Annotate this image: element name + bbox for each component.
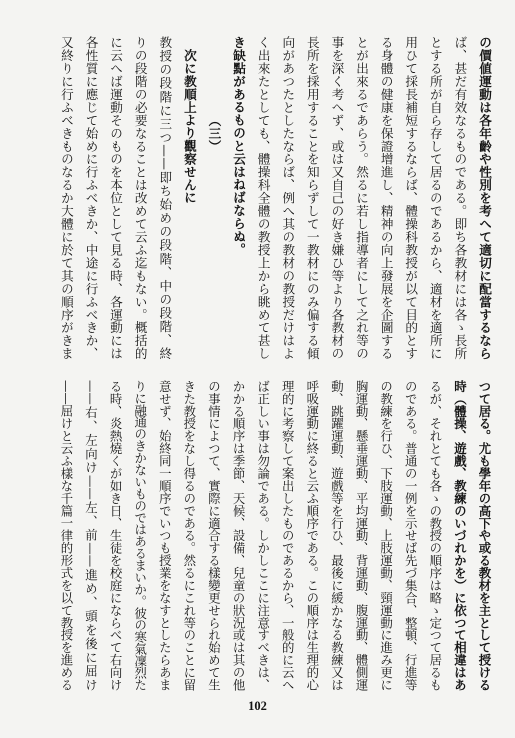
text-column: るが、それとても各ゝの教授の順序は略ゝ定つて居るも xyxy=(427,380,443,691)
text-column: 次に教順上より觀察せんに xyxy=(181,49,197,205)
text-column: 又終りに行ふべきものなるか大體に於て其の順序がきま xyxy=(58,36,74,360)
text-column: きた教授をなし得るのである。然るにこれ等のことに留 xyxy=(181,380,197,691)
text-column: 呼吸運動に終ると云ふ順序である。この順序は生理的心 xyxy=(304,380,320,691)
text-column: 動、跳躍運動、遊戲等を行ひ、最後に緩かなる教練又は xyxy=(329,380,345,691)
text-column: かかる順序は季節、天候、設備、兒童の狀況或は其の他 xyxy=(231,380,247,691)
text-column: 教授の段階に三つ——即ち始めの段階、中の段階、終 xyxy=(157,36,173,360)
text-column: る身體の健康を保證增進し、精神の向上發展を企圖する xyxy=(378,36,394,360)
text-column: く出來たとしても、體操科全體の教授上から眺めて甚し xyxy=(255,36,271,360)
text-column: とが出來るであらう。然るに若し指導者にして之れ等の xyxy=(354,36,370,360)
text-column: ば正しい事は勿論である。しかしここに注意すべきは、 xyxy=(255,380,271,691)
text-column: 意せず、始終同一順序でいつも授業をなすとしたらあま xyxy=(157,380,173,691)
section-heading: （三） xyxy=(206,114,222,153)
text-column: つて居る。尤も學年の高下や或る教材を主として授ける xyxy=(477,380,492,691)
text-column: 理的に考察して案出したものであるから、一般的に云へ xyxy=(280,380,296,691)
text-column: ——屈けと云ふ樣な千篇一律的形式を以て教授を進める xyxy=(58,380,74,691)
text-column: の教練を行ひ、下肢運動、上肢運動、頸運動に進み更に xyxy=(378,380,394,691)
text-column: る時、炎熱燒くが如き日、生徒を校庭にならべて右向け xyxy=(108,380,124,691)
text-column: 向があつたとしたならば、例へ其の教材の教授だけはよ xyxy=(280,36,296,360)
text-column: りの段階の必要なることは改めて云ふ迄もない。概括的 xyxy=(132,36,148,360)
text-column: とする所が自ら存して居るのであるから、適材を適所に xyxy=(427,36,443,360)
text-column: の價値運動は各年齡や性別を考へて適切に配當するなら xyxy=(477,36,492,360)
text-column: 各性質に應じて始めに行ふべきか、中途に行ふべきか、 xyxy=(83,36,99,360)
text-column: ——右、左向け——左、前——進め、頭を後に屈け xyxy=(83,380,99,691)
text-column: 用ひて採長補短するならば、體操科教授が以て目的とす xyxy=(403,36,419,360)
text-column: 胸運動、懸垂運動、平均運動、背運動、腹運動、體側運 xyxy=(354,380,370,691)
text-column: の事情によつて、實際に適合する樣變更せられ始めて生 xyxy=(206,380,222,691)
text-column: りに融通のきかないものではあるまいか。彼の寒氣凜烈た xyxy=(132,380,148,691)
text-column: き缺點があるものと云はねばならぬ。 xyxy=(231,36,247,256)
text-column: に云へば運動そのものを本位として見る時、各運動には xyxy=(108,36,124,360)
text-column: 長所を採用することを知らずして一教材にのみ偏する傾 xyxy=(304,36,320,360)
text-column: 時（體操、遊戲、教練のいづれかを）に依つて相違はあ xyxy=(452,380,468,691)
text-column: のである。普通の一例を示せば先づ集合、整頓、行進等 xyxy=(403,380,419,691)
lower-text-block xyxy=(53,380,496,691)
page-number: 102 xyxy=(248,699,267,713)
text-column: 事を深く考へず、或は又自己の好き嫌ひ等より各教材の xyxy=(329,36,345,360)
upper-text-block xyxy=(53,36,496,360)
text-column: ば、甚だ有效なるものである。即ち各教材には各ゝ長所 xyxy=(452,36,468,360)
